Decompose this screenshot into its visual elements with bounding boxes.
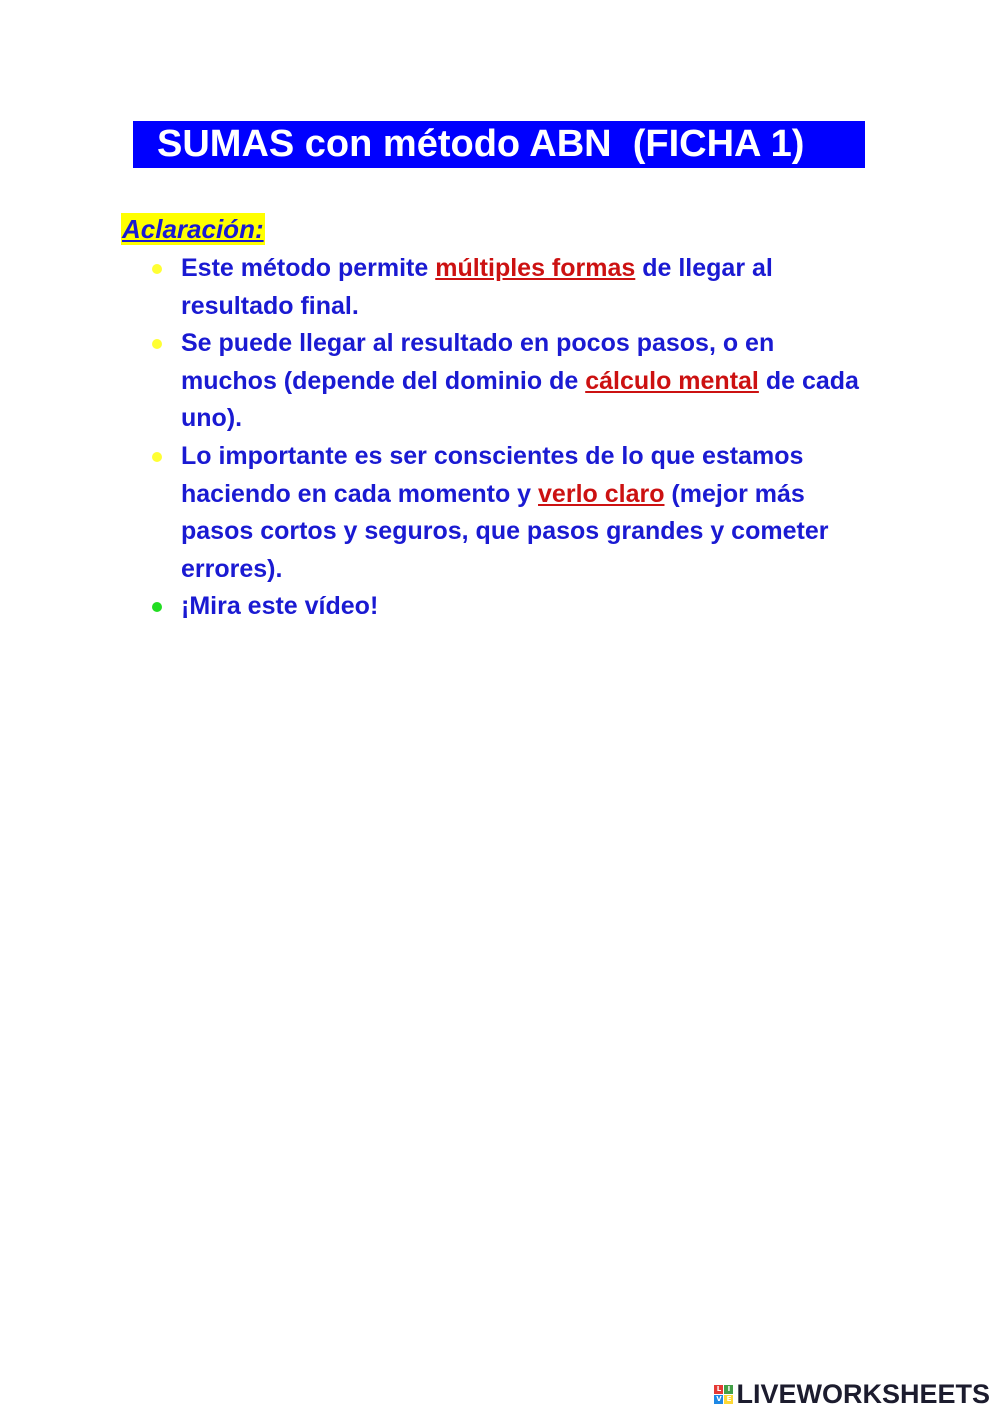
list-item: [150, 325, 870, 438]
bullet-text: de cada uno).: [181, 366, 859, 433]
logo-tile: E: [724, 1395, 733, 1404]
logo-text: LIVEWORKSHEETS: [736, 1378, 990, 1409]
bullet-highlight: cálculo mental: [585, 366, 759, 395]
bullet-text: Este método permite: [181, 254, 436, 282]
list-item: [150, 250, 870, 325]
list-item: [150, 588, 870, 626]
liveworksheets-logo: [714, 1378, 990, 1410]
page-title: SUMAS con método ABN (FICHA 1): [133, 121, 865, 168]
bullet-dot-icon: [152, 452, 162, 462]
list-item: [150, 438, 870, 588]
logo-icon: [714, 1385, 733, 1404]
logo-tile: I: [724, 1385, 733, 1394]
bullet-highlight: múltiples formas: [435, 254, 636, 282]
bullet-dot-icon: [152, 602, 162, 612]
bullet-text: Lo importante es ser conscientes de lo que estamos haciendo en cada momento y: [181, 441, 804, 508]
bullet-list: [150, 250, 870, 626]
logo-tile: V: [716, 1394, 722, 1403]
bullet-text: (mejor más pasos cortos y seguros, que pasos grandes y cometer errores).: [181, 479, 829, 583]
bullet-text: Se puede llegar al resultado en pocos pasos, o en muchos (depende del dominio de: [181, 329, 775, 395]
bullet-text: de llegar al resultado final.: [181, 254, 773, 320]
bullet-dot-icon: [152, 339, 162, 349]
note-label: Aclaración:: [122, 214, 264, 244]
bullet-text: ¡Mira este vídeo!: [181, 592, 379, 621]
logo-tile: L: [714, 1385, 723, 1394]
bullet-dot-icon: [152, 264, 162, 274]
bullet-highlight: verlo claro: [538, 479, 665, 508]
